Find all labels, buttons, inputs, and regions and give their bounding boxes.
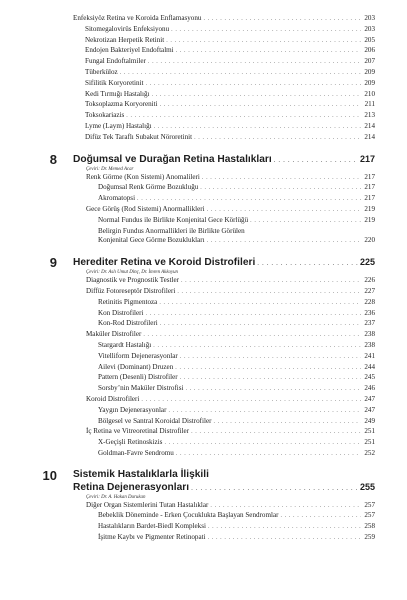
toc-entry-page: 211: [364, 100, 375, 109]
toc-entry-title: Fungal Endoftalmiler: [85, 57, 146, 66]
toc-entry-title: Kedi Tırmığı Hastalığı: [85, 89, 150, 98]
toc-entry-page: 244: [364, 362, 375, 371]
dot-leader: [175, 364, 361, 374]
toc-entry-page: 210: [364, 89, 375, 98]
toc-entry[interactable]: [60, 100, 375, 111]
dot-leader: [141, 396, 361, 406]
toc-entry-title: Retinitis Pigmentoza: [98, 297, 158, 306]
dot-leader: [274, 154, 358, 166]
toc-entry-page: 258: [364, 522, 375, 531]
toc-entry-title: Pattern (Desenli) Distrofiler: [98, 373, 178, 382]
toc-entry-page: 217: [364, 194, 375, 203]
dot-leader: [180, 353, 361, 363]
toc-entry-page: 209: [364, 67, 375, 76]
toc-entry[interactable]: [60, 46, 375, 57]
chapter-title-line[interactable]: [73, 256, 375, 269]
toc-entry-title: Kon-Rod Distrofileri: [98, 319, 158, 328]
toc-entry-title: Belirgin Fundus Anormallikleri ile Birlikte Görülen: [98, 226, 245, 235]
toc-entry[interactable]: [73, 363, 375, 374]
toc-entry-page: 251: [364, 438, 375, 447]
toc-entry-page: 249: [364, 416, 375, 425]
toc-entry-title: Renk Görme (Kon Sistemi) Anomalileri: [86, 172, 200, 181]
dot-leader: [191, 428, 361, 438]
toc-entry[interactable]: [73, 417, 375, 428]
toc-entry-page: 219: [364, 215, 375, 224]
toc-entry[interactable]: [73, 522, 375, 533]
toc-entry-title: Hastalıkların Bardet-Biedl Kompleksi: [98, 522, 206, 531]
chapter-page: 225: [359, 257, 375, 268]
toc-entry-page: 226: [364, 276, 375, 285]
toc-entry-title: Doğumsal Renk Görme Bozukluğu: [98, 183, 199, 192]
toc-entry-title: Stargardt Hastalığı: [98, 340, 152, 349]
dot-leader: [250, 217, 361, 227]
chapter-number: 9: [49, 255, 57, 271]
toc-entry[interactable]: [73, 183, 375, 194]
dot-leader: [200, 184, 361, 194]
dot-leader: [152, 91, 362, 101]
toc-entry[interactable]: [73, 287, 375, 298]
dot-leader: [164, 439, 361, 449]
dot-leader: [154, 123, 361, 133]
toc-entry-page: 214: [364, 121, 375, 130]
dot-leader: [208, 523, 361, 533]
dot-leader: [203, 15, 361, 25]
chapter-title-text: Retina Dejenerasyonları: [73, 481, 190, 493]
toc-entry[interactable]: [73, 298, 375, 309]
dot-leader: [126, 112, 361, 122]
toc-entry[interactable]: [73, 373, 375, 384]
chapter-entries: [73, 173, 375, 248]
toc-entry[interactable]: [60, 36, 375, 47]
toc-entry-title: Diğer Organ Sistemlerini Tutan Hastalıklar: [86, 500, 209, 509]
toc-entry-page: 236: [364, 308, 375, 317]
dot-leader: [186, 385, 361, 395]
chapter-entries: [73, 501, 375, 544]
dot-leader: [194, 134, 361, 144]
toc-entry-page: 245: [364, 373, 375, 382]
toc-entry[interactable]: [73, 406, 375, 417]
toc-intro-section: [60, 14, 375, 144]
toc-entry[interactable]: [73, 194, 375, 205]
toc-entry[interactable]: [73, 395, 375, 406]
dot-leader: [153, 342, 361, 352]
toc-entry-title: Lyme (Laym) Hastalığı: [85, 121, 152, 130]
toc-entry-title: Vitelliform Dejenerasyonlar: [98, 351, 178, 360]
toc-entry-page: 237: [364, 319, 375, 328]
dot-leader: [180, 374, 361, 384]
toc-entry-title: Kon Distrofileri: [98, 308, 144, 317]
chapter-title-line[interactable]: [73, 153, 375, 166]
toc-entry-page: 247: [364, 405, 375, 414]
toc-entry-title: Maküler Distrofiler: [86, 330, 142, 339]
dot-leader: [257, 257, 358, 269]
dot-leader: [143, 331, 361, 341]
toc-entry[interactable]: [60, 25, 375, 36]
toc-chapters: [42, 151, 375, 544]
toc-entry-page: 203: [364, 24, 375, 33]
toc-entry-page: 220: [364, 236, 375, 245]
chapter-entries: [73, 276, 375, 460]
toc-entry[interactable]: [73, 501, 375, 512]
dot-leader: [191, 482, 358, 494]
toc-entry-title: Tüberküloz: [85, 67, 118, 76]
toc-entry[interactable]: [73, 427, 375, 438]
dot-leader: [213, 418, 361, 428]
toc-entry[interactable]: [73, 330, 375, 341]
dot-leader: [148, 58, 361, 68]
dot-leader: [207, 206, 361, 216]
toc-entry-page: 203: [364, 14, 375, 22]
chapter-section: [49, 255, 375, 460]
toc-entry[interactable]: [60, 133, 375, 144]
toc-entry-title: İşitme Kaybı ve Pigmenter Retinopati: [98, 533, 206, 542]
chapter-number: 10: [42, 467, 57, 483]
toc-entry-title: Toksoplazma Koryoreniti: [85, 100, 158, 109]
toc-entry[interactable]: [73, 276, 375, 287]
dot-leader: [210, 502, 361, 512]
toc-entry[interactable]: [60, 111, 375, 122]
toc-entry[interactable]: [60, 14, 375, 25]
toc-entry-page: 246: [364, 384, 375, 393]
toc-entry-page: 214: [364, 132, 375, 141]
translator-credit: Çeviri: Dr. A. Hakan Durukan: [86, 494, 146, 500]
toc-entry-page: 252: [364, 448, 375, 457]
toc-entry-page: 227: [364, 286, 375, 295]
toc-entry-page: 259: [364, 533, 375, 542]
dot-leader: [176, 47, 361, 57]
dot-leader: [159, 299, 361, 309]
toc-entry[interactable]: [73, 309, 375, 320]
toc-entry[interactable]: [73, 341, 375, 352]
dot-leader: [137, 195, 361, 205]
toc-entry-title: X-Geçişli Retinoskizis: [98, 438, 163, 447]
translator-credit: Çeviri: Dr. Aslı Umut Dinç, Dr. İmren Akkoyun: [86, 270, 179, 276]
chapter-title-line[interactable]: [73, 481, 375, 494]
toc-entry[interactable]: [73, 227, 375, 237]
toc-entry[interactable]: [60, 57, 375, 68]
toc-entry[interactable]: [60, 79, 375, 90]
chapter-title-text: Herediter Retina ve Koroid Distrofileri: [73, 257, 256, 269]
dot-leader: [207, 237, 361, 247]
dot-leader: [120, 69, 361, 79]
toc-entry-page: 206: [364, 46, 375, 55]
toc-entry-title: Toksokariazis: [85, 111, 125, 120]
toc-entry[interactable]: [73, 384, 375, 395]
toc-entry[interactable]: [60, 68, 375, 79]
dot-leader: [176, 450, 361, 460]
toc-entry[interactable]: [73, 449, 375, 460]
chapter-section: [42, 467, 375, 544]
toc-entry-page: 217: [364, 183, 375, 192]
chapter-title-text: Doğumsal ve Durağan Retina Hastalıkları: [73, 153, 272, 165]
toc-entry[interactable]: [73, 533, 375, 544]
toc-entry-title: Sorsby’nin Maküler Distrofisi: [98, 384, 184, 393]
toc-entry[interactable]: [73, 511, 375, 522]
toc-entry-title: İç Retina ve Vitreoretinal Distrofiler: [86, 427, 190, 436]
dot-leader: [146, 310, 361, 320]
chapter-title[interactable]: Sistemik Hastalıklarla İlişkili: [73, 468, 209, 480]
dot-leader: [202, 174, 361, 184]
dot-leader: [177, 288, 361, 298]
toc-entry-title: Bölgesel ve Santral Koroidal Distrofiler: [98, 416, 212, 425]
dot-leader: [160, 320, 361, 330]
toc-entry-title: Koroid Distrofileri: [86, 394, 140, 403]
toc-entry-page: 247: [364, 394, 375, 403]
toc-entry[interactable]: [73, 352, 375, 363]
toc-entry-title: Bebeklik Döneminde - Erken Çocuklukta Başlayan Sendromlar: [98, 511, 279, 520]
toc-entry-page: 217: [364, 172, 375, 181]
toc-entry[interactable]: [73, 216, 375, 227]
toc-entry-title: Gece Görüş (Rod Sistemi) Anormallikleri: [86, 204, 205, 213]
toc-entry-title: Sifilitik Koryoretinit: [85, 78, 144, 87]
dot-leader: [166, 37, 361, 47]
toc-entry[interactable]: [73, 438, 375, 449]
toc-entry-page: 251: [364, 427, 375, 436]
toc-entry[interactable]: [60, 122, 375, 133]
chapter-page: 217: [359, 153, 375, 164]
toc-entry-title: Goldman-Favre Sendromu: [98, 448, 174, 457]
toc-entry-title: Konjenital Gece Görme Bozuklukları: [98, 236, 205, 245]
toc-entry-title: Diagnostik ve Prognostik Testler: [86, 276, 179, 285]
chapter-number: 8: [49, 151, 57, 167]
toc-entry[interactable]: [73, 236, 375, 247]
table-of-contents: [42, 14, 375, 544]
dot-leader: [181, 277, 361, 287]
toc-entry-page: 209: [364, 78, 375, 87]
dot-leader: [171, 26, 361, 36]
toc-entry-page: 228: [364, 297, 375, 306]
toc-entry-page: 238: [364, 330, 375, 339]
toc-entry-title: Endojen Bakteriyel Endoftalmi: [85, 46, 174, 55]
toc-entry-title: Yaygın Dejenerasyonlar: [98, 405, 167, 414]
toc-entry-title: Ailevi (Dominant) Druzen: [98, 362, 174, 371]
toc-entry-title: Nekrotizan Herpetik Retinit: [85, 35, 165, 44]
toc-entry-title: Difüz Tek Taraflı Subakut Nöroretinit: [85, 132, 193, 141]
toc-entry-title: Normal Fundus ile Birlikte Konjenital Gece Körlüğü: [98, 215, 249, 224]
toc-entry-title: Diffüz Fotoreseptör Distrofileri: [86, 286, 176, 295]
translator-credit: Çeviri: Dr. Memed Acar: [86, 166, 134, 172]
toc-entry[interactable]: [73, 173, 375, 184]
toc-entry-title: Enfeksiyöz Retina ve Koroida Enflamasyonu: [73, 14, 202, 22]
toc-entry[interactable]: [73, 319, 375, 330]
dot-leader: [160, 101, 361, 111]
toc-entry-page: 257: [364, 500, 375, 509]
toc-entry-page: 257: [364, 511, 375, 520]
toc-entry[interactable]: [60, 90, 375, 101]
toc-entry-title: Sitomegalovirüs Enfeksiyonu: [85, 24, 170, 33]
dot-leader: [208, 534, 361, 544]
toc-entry[interactable]: [73, 205, 375, 216]
toc-entry-page: 213: [364, 111, 375, 120]
dot-leader: [146, 80, 361, 90]
chapter-page: 255: [359, 481, 375, 492]
toc-entry-title: Akromatopsi: [98, 194, 136, 203]
dot-leader: [168, 407, 361, 417]
toc-entry-page: 207: [364, 57, 375, 66]
chapter-section: [49, 151, 375, 248]
toc-entry-page: 238: [364, 340, 375, 349]
toc-entry-page: 241: [364, 351, 375, 360]
dot-leader: [280, 512, 361, 522]
toc-entry-page: 219: [364, 204, 375, 213]
toc-entry-page: 205: [364, 35, 375, 44]
